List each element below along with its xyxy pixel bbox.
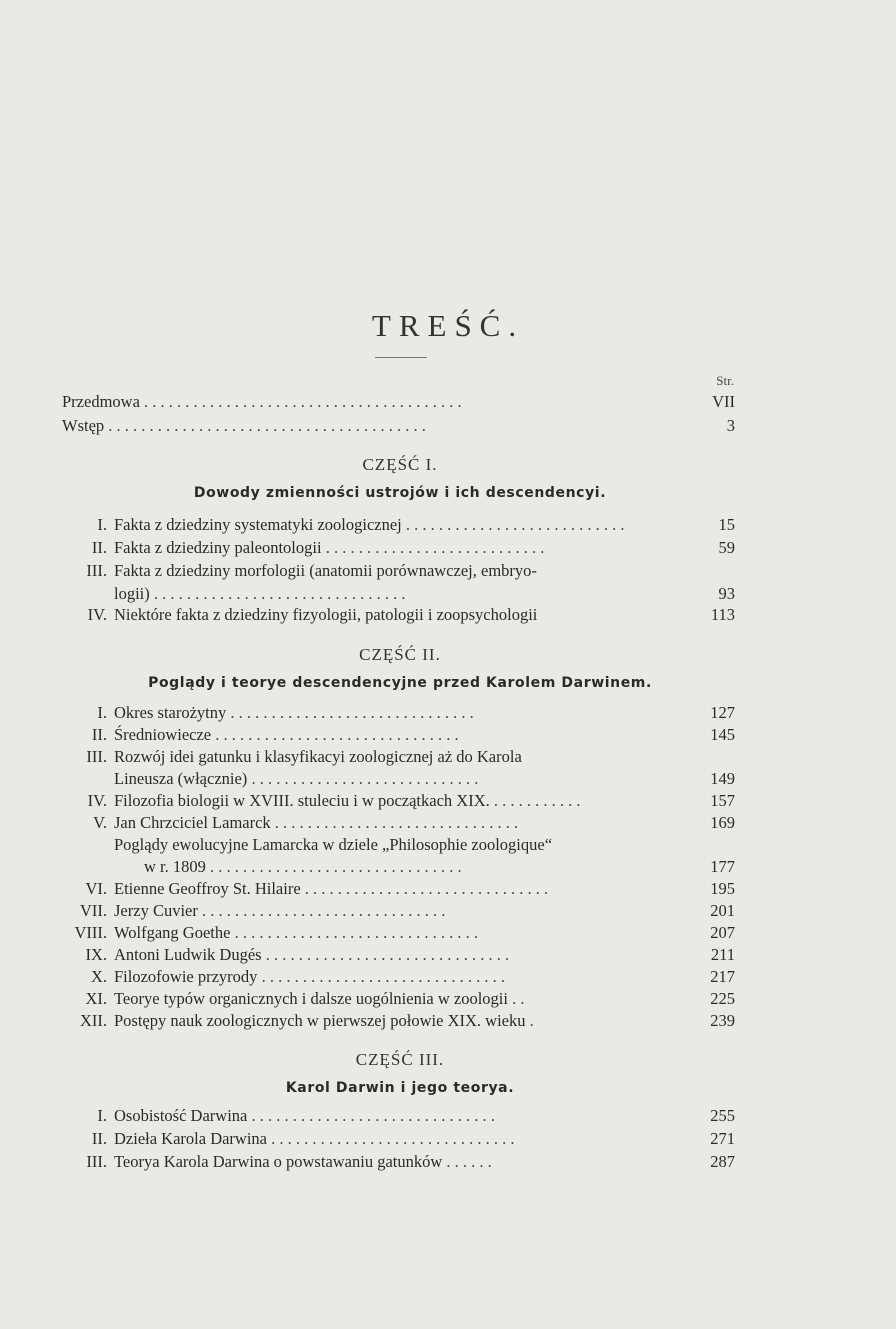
entry-number: II. [91, 1129, 107, 1148]
toc-entry-continuation [62, 856, 735, 878]
entry-title-continued: w r. 1809 . . . . . . . . . . . . . . . . . . . . . . . . . . . . . . . [144, 857, 462, 876]
entry-number: III. [86, 747, 107, 766]
toc-entry[interactable] [62, 878, 735, 900]
entry-page: 93 [718, 584, 735, 603]
entry-page: 15 [718, 515, 735, 534]
toc-entry[interactable] [62, 702, 735, 724]
entry-page: 177 [710, 857, 735, 876]
entry-number: X. [90, 967, 107, 986]
entry-title-continued: logii) . . . . . . . . . . . . . . . . . . . . . . . . . . . . . . . [114, 584, 406, 603]
entry-title: Etienne Geoffroy St. Hilaire . . . . . . . . . . . . . . . . . . . . . . . . . . . . . . [114, 879, 549, 898]
entry-page: VII [712, 392, 735, 411]
entry-title: Jerzy Cuvier . . . . . . . . . . . . . . . . . . . . . . . . . . . . . . [114, 901, 446, 920]
part-1-heading: Dowody zmienności ustrojów i ich descendencyi. [193, 485, 607, 501]
entry-title: Wstęp . . . . . . . . . . . . . . . . . . . . . . . . . . . . . . . . . . . . . . . [62, 416, 426, 435]
entry-number: III. [86, 1152, 107, 1171]
entry-title: Wolfgang Goethe . . . . . . . . . . . . . . . . . . . . . . . . . . . . . . [114, 923, 478, 942]
part-2-heading: Poglądy i teorye descendencyjne przed Karolem Darwinem. [148, 675, 652, 691]
entry-number: VIII. [74, 923, 107, 942]
entry-page: 211 [710, 945, 735, 964]
entry-page: 157 [710, 791, 735, 810]
page-column-label: Str. [716, 373, 734, 388]
toc-entry[interactable] [62, 944, 735, 966]
toc-entry[interactable] [62, 1010, 735, 1032]
entry-page: 127 [710, 703, 735, 722]
entry-page: 169 [710, 813, 735, 832]
entry-title: Osobistość Darwina . . . . . . . . . . . . . . . . . . . . . . . . . . . . . . [114, 1106, 495, 1125]
entry-title: Rozwój idei gatunku i klasyfikacyi zoologicznej aż do Karola [114, 747, 522, 766]
entry-page: 145 [710, 725, 735, 744]
toc-entry[interactable] [62, 812, 735, 834]
entry-number: IV. [87, 791, 107, 810]
entry-title: Fakta z dziedziny morfologii (anatomii porównawczej, embryo- [114, 561, 537, 580]
toc-entry[interactable] [62, 790, 735, 812]
part-1-label: CZĘŚĆ I. [362, 455, 438, 474]
entry-page: 149 [710, 769, 735, 788]
entry-number: I. [97, 515, 107, 534]
toc-entry[interactable] [62, 966, 735, 988]
entry-number: II. [91, 538, 107, 557]
entry-number: I. [97, 1106, 107, 1125]
entry-title: Jan Chrzciciel Lamarck . . . . . . . . . . . . . . . . . . . . . . . . . . . . . . [114, 813, 519, 832]
entry-title: Teorya Karola Darwina o powstawaniu gatunków . . . . . . [114, 1152, 492, 1171]
entry-title-continued: Lineusza (włącznie) . . . . . . . . . . . . . . . . . . . . . . . . . . . . [114, 769, 479, 788]
entry-title: Przedmowa . . . . . . . . . . . . . . . . . . . . . . . . . . . . . . . . . . . . . . . [62, 392, 462, 411]
entry-title: Filozofowie przyrody . . . . . . . . . . . . . . . . . . . . . . . . . . . . . . [114, 967, 505, 986]
toc-entry[interactable] [62, 988, 735, 1010]
entry-page: 271 [710, 1129, 735, 1148]
entry-title: Teorye typów organicznych i dalsze uogólnienia w zoologii . . [114, 989, 525, 1008]
toc-entry-introduction[interactable] [62, 415, 735, 437]
toc-entry[interactable] [62, 724, 735, 746]
toc-entry[interactable] [62, 1105, 735, 1127]
toc-entry-continuation [62, 583, 735, 605]
entry-title: Filozofia biologii w XVIII. stuleciu i w początkach XIX. . . . . . . . . . . . [114, 791, 581, 810]
part-3-heading: Karol Darwin i jego teorya. [285, 1080, 515, 1096]
entry-number: XII. [79, 1011, 107, 1030]
toc-entry[interactable] [62, 537, 735, 559]
toc-entry[interactable] [62, 900, 735, 922]
toc-entry[interactable] [62, 746, 735, 768]
entry-number: IV. [87, 605, 107, 624]
toc-entry[interactable] [62, 922, 735, 944]
toc-entry[interactable] [62, 560, 735, 582]
entry-page: 195 [710, 879, 735, 898]
entry-page: 3 [726, 416, 735, 435]
part-3-label: CZĘŚĆ III. [355, 1050, 445, 1069]
toc-entry[interactable] [62, 1128, 735, 1150]
entry-title: Dzieła Karola Darwina . . . . . . . . . . . . . . . . . . . . . . . . . . . . . . [114, 1129, 515, 1148]
toc-entry[interactable] [62, 834, 735, 856]
toc-entry-continuation [62, 768, 735, 790]
entry-title: Średniowiecze . . . . . . . . . . . . . . . . . . . . . . . . . . . . . . [114, 725, 459, 744]
entry-title: Okres starożytny . . . . . . . . . . . . . . . . . . . . . . . . . . . . . . [114, 703, 474, 722]
page-title: TREŚĆ. [371, 308, 525, 343]
entry-number: VII. [79, 901, 107, 920]
entry-title: Antoni Ludwik Dugés . . . . . . . . . . . . . . . . . . . . . . . . . . . . . . [114, 945, 510, 964]
toc-entry-preface[interactable] [62, 391, 735, 413]
entry-title: Niektóre fakta z dziedziny fizyologii, patologii i zoopsychologii [114, 605, 538, 624]
toc-entry[interactable] [62, 514, 735, 536]
entry-page: 217 [710, 967, 735, 986]
entry-number: XI. [85, 989, 107, 1008]
entry-page: 239 [710, 1011, 735, 1030]
entry-page: 113 [710, 605, 735, 624]
entry-number: VI. [85, 879, 107, 898]
entry-title: Poglądy ewolucyjne Lamarcka w dziele „Philosophie zoologique“ [114, 835, 553, 854]
entry-number: I. [97, 703, 107, 722]
entry-number: V. [93, 813, 107, 832]
toc-entry[interactable] [62, 604, 735, 626]
entry-title: Postępy nauk zoologicznych w pierwszej połowie XIX. wieku . [114, 1011, 534, 1030]
entry-page: 255 [710, 1106, 735, 1125]
entry-page: 225 [710, 989, 735, 1008]
entry-title: Fakta z dziedziny systematyki zoologicznej . . . . . . . . . . . . . . . . . . . . . . . . . . . [114, 515, 625, 534]
entry-page: 59 [718, 538, 735, 557]
entry-page: 201 [710, 901, 735, 920]
entry-number: IX. [85, 945, 107, 964]
title-divider [375, 357, 427, 358]
entry-title: Fakta z dziedziny paleontologii . . . . . . . . . . . . . . . . . . . . . . . . . . . [114, 538, 545, 557]
toc-entry[interactable] [62, 1151, 735, 1173]
entry-number: II. [91, 725, 107, 744]
entry-page: 207 [710, 923, 735, 942]
part-2-label: CZĘŚĆ II. [359, 645, 441, 664]
entry-page: 287 [710, 1152, 735, 1171]
entry-number: III. [86, 561, 107, 580]
